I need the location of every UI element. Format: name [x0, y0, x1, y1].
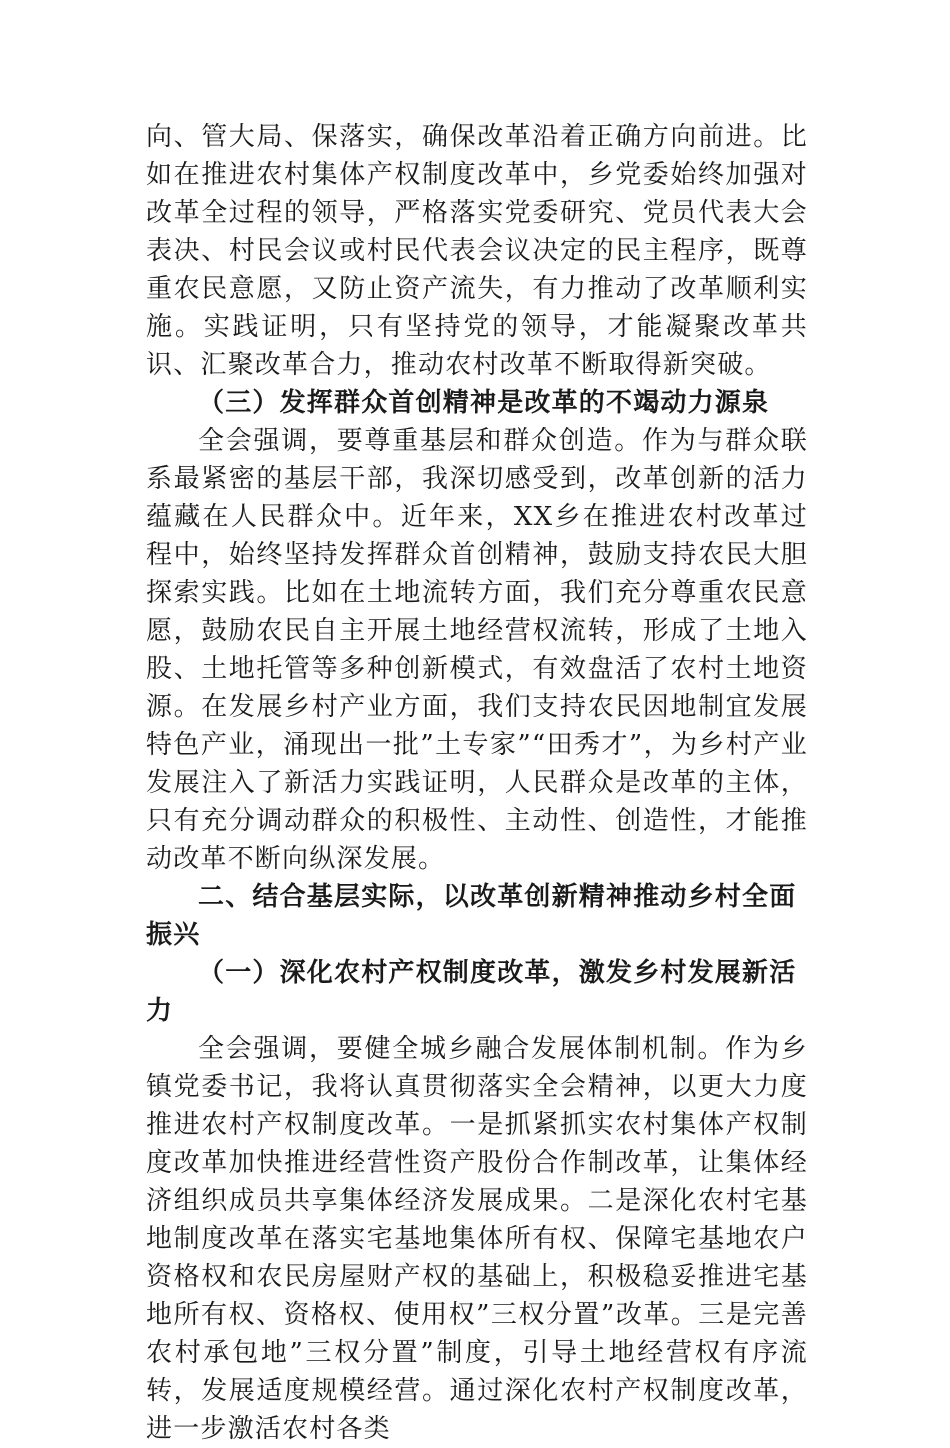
subheading-property-reform: （一）深化农村产权制度改革，激发乡村发展新活力: [146, 958, 797, 1026]
paragraph-property-reform: 全会强调，要健全城乡融合发展体制机制。作为乡镇党委书记，我将认真贯彻落实全会精神，以更大力度推进农村产权制度改革。一是抓紧抓实农村集体产权制度改革加快推进经营性资产股份合作制改革，让集体经济组织成员共享集体经济发展成果。二是深化农村宅基地制度改革在落实宅基地集体所有权、保障宅基地农户资格权和农民房屋财产权的基础上，积极稳妥推进宅基地所有权、资格权、使用权”三权分置”改革。三是完善农村承包地”三权分置”制度，引导土地经营权有序流转，发展适度规模经营。通过深化农村产权制度改革，进一步激活农村各类: [146, 1034, 808, 1444]
paragraph-leadership: 向、管大局、保落实，确保改革沿着正确方向前进。比如在推进农村集体产权制度改革中，乡党委始终加强对改革全过程的领导，严格落实党委研究、党员代表大会表决、村民会议或村民代表会议决定的民主程序，既尊重农民意愿，又防止资产流失，有力推动了改革顺利实施。实践证明，只有坚持党的领导，才能凝聚改革共识、汇聚改革合力，推动农村改革不断取得新突破。: [146, 122, 808, 380]
section-heading-rural-revitalization: 二、结合基层实际，以改革创新精神推动乡村全面振兴: [146, 882, 797, 950]
document-body: [146, 118, 808, 1448]
subheading-mass-initiative: （三）发挥群众首创精神是改革的不竭动力源泉: [198, 388, 770, 418]
paragraph-mass-initiative: 全会强调，要尊重基层和群众创造。作为与群众联系最紧密的基层干部，我深切感受到，改革创新的活力蕴藏在人民群众中。近年来，XX乡在推进农村改革过程中，始终坚持发挥群众首创精神，鼓励支持农民大胆探索实践。比如在土地流转方面，我们充分尊重农民意愿，鼓励农民自主开展土地经营权流转，形成了土地入股、土地托管等多种创新模式，有效盘活了农村土地资源。在发展乡村产业方面，我们支持农民因地制宜发展特色产业，涌现出一批”土专家”“田秀才”，为乡村产业发展注入了新活力实践证明，人民群众是改革的主体，只有充分调动群众的积极性、主动性、创造性，才能推动改革不断向纵深发展。: [146, 426, 808, 874]
